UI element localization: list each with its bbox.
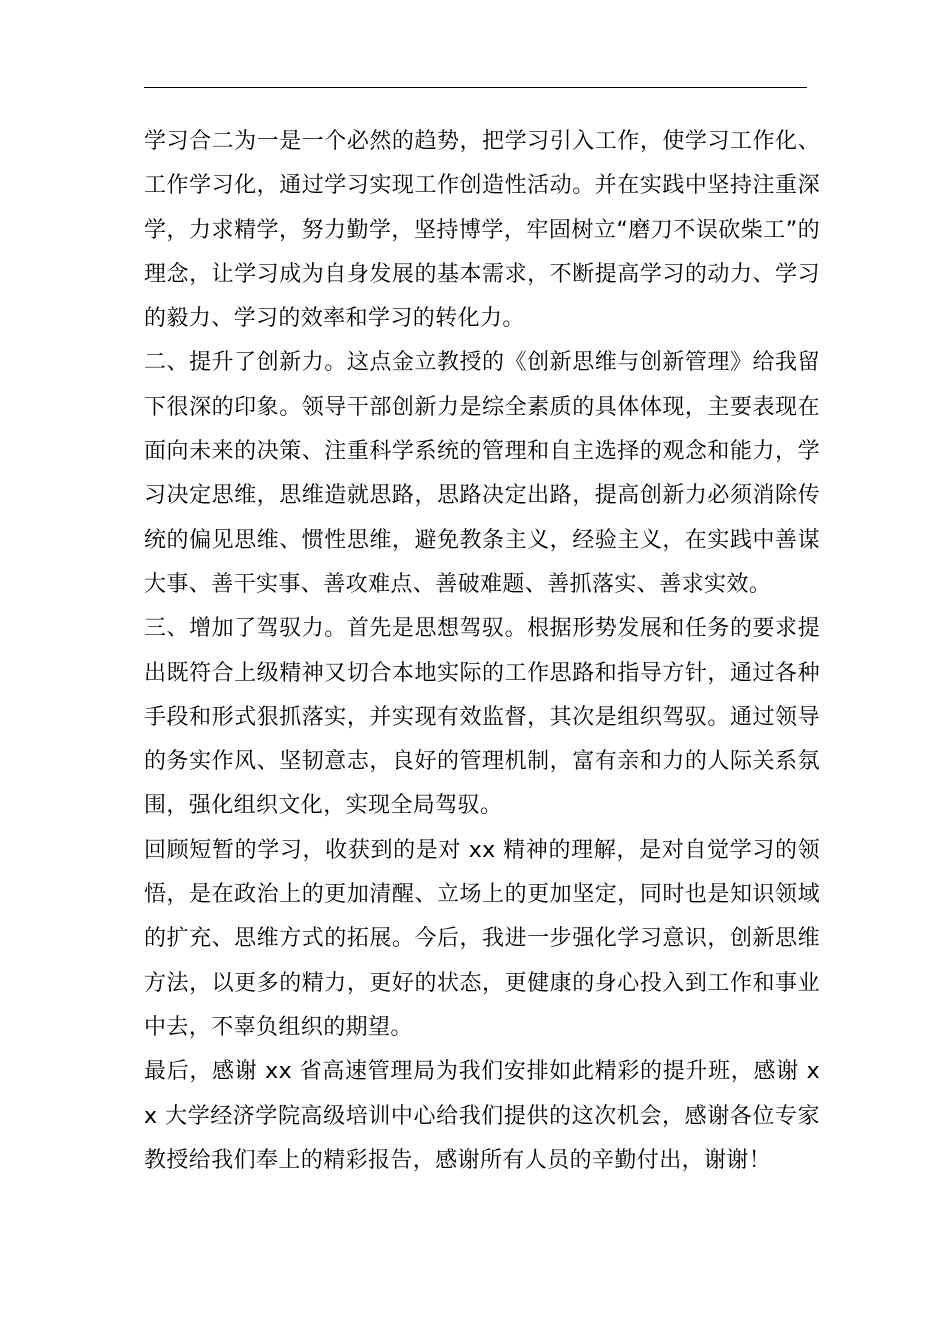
document-body	[144, 120, 820, 1183]
paragraph-review: 回顾短暂的学习，收获到的是对 xx 精神的理解，是对自觉学习的领悟，是在政治上的更加清醒、立场上的更加坚定，同时也是知识领域的扩充、思维方式的拓展。今后，我进一步强化学习意识，创新思维方法，以更多的精力，更好的状态，更健康的身心投入到工作和事业中去，不辜负组织的期望。	[144, 837, 820, 1040]
header-rule	[144, 87, 807, 88]
paragraph-control: 三、增加了驾驭力。首先是思想驾驭。根据形势发展和任务的要求提出既符合上级精神又切合本地实际的工作思路和指导方针，通过各种手段和形式狠抓落实，并实现有效监督，其次是组织驾驭。通过领导的务实作风、坚韧意志，良好的管理机制，富有亲和力的人际关系氛围，强化组织文化，实现全局驾驭。	[144, 616, 820, 819]
paragraph-thanks: 最后，感谢 xx 省高速管理局为我们安排如此精彩的提升班，感谢 xx 大学经济学院高级培训中心给我们提供的这次机会，感谢各位专家教授给我们奉上的精彩报告，感谢所有人员的辛勤付出，谢谢！	[144, 1059, 820, 1173]
paragraph-innovation: 二、提升了创新力。这点金立教授的《创新思维与创新管理》给我留下很深的印象。领导干部创新力是综全素质的具体体现，主要表现在面向未来的决策、注重科学系统的管理和自主选择的观念和能力，学习决定思维，思维造就思路，思路决定出路，提高创新力必须消除传统的偏见思维、惯性思维，避免教条主义，经验主义，在实践中善谋大事、善干实事、善攻难点、善破难题、善抓落实、善求实效。	[144, 350, 820, 597]
paragraph-learning: 学习合二为一是一个必然的趋势，把学习引入工作，使学习工作化、工作学习化，通过学习实现工作创造性活动。并在实践中坚持注重深学，力求精学，努力勤学，坚持博学，牢固树立“磨刀不误砍柴工”的理念，让学习成为自身发展的基本需求，不断提高学习的动力、学习的毅力、学习的效率和学习的转化力。	[144, 129, 820, 332]
